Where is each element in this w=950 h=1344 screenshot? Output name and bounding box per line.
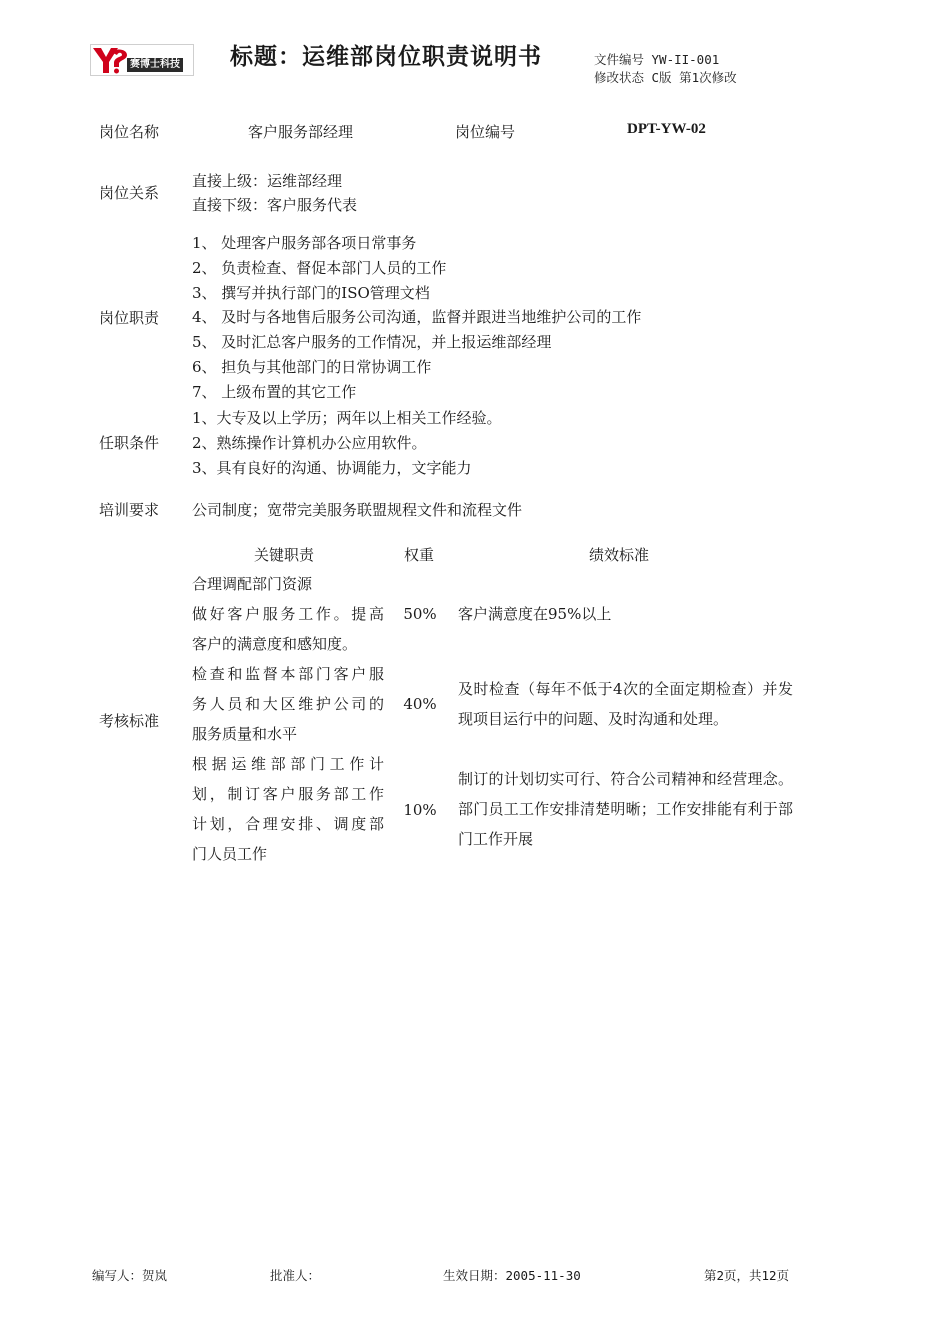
assessment-row-standard: 客户满意度在95%以上 xyxy=(458,605,612,623)
assessment-header-weight: 权重 xyxy=(404,546,435,564)
qualification-item: 3、具有良好的沟通、协调能力，文字能力 xyxy=(192,459,472,477)
relations-label: 岗位关系 xyxy=(99,184,160,202)
duty-line: 计划，合理安排、调度部 xyxy=(192,815,384,833)
logo-mark-icon xyxy=(91,45,131,75)
assessment-label: 考核标准 xyxy=(99,712,160,730)
duty-item: 7、 上级布置的其它工作 xyxy=(192,383,357,401)
duty-line: 检查和监督本部门客户服 xyxy=(192,665,384,683)
assessment-row-weight: 50% xyxy=(403,605,437,623)
duty-line: 门人员工作 xyxy=(192,845,268,863)
duty-line: 划，制订客户服务部工作 xyxy=(192,785,384,803)
assessment-row-standard: 制订的计划切实可行、符合公司精神和经营理念。部门员工工作安排清楚明晰；工作安排能有利于部门工作开展 xyxy=(458,770,793,848)
duty-line: 合理调配部门资源 xyxy=(192,575,313,593)
assessment-row-weight: 10% xyxy=(403,801,437,819)
position-code-label: 岗位编号 xyxy=(455,123,516,141)
duty-item: 6、 担负与其他部门的日常协调工作 xyxy=(192,358,432,376)
duty-line: 服务质量和水平 xyxy=(192,725,298,743)
duty-item: 3、 撰写并执行部门的ISO管理文档 xyxy=(192,284,430,302)
document-title: 标题：运维部岗位职责说明书 xyxy=(230,43,542,70)
relations-superior: 直接上级：运维部经理 xyxy=(192,172,343,190)
position-name-value: 客户服务部经理 xyxy=(248,123,354,141)
assessment-row-duty xyxy=(192,569,384,659)
logo-text: 赛博士科技 xyxy=(127,58,183,72)
duty-line: 做好客户服务工作。提高 xyxy=(192,605,384,623)
qualification-item: 1、大专及以上学历；两年以上相关工作经验。 xyxy=(192,409,502,427)
position-code-value: DPT-YW-02 xyxy=(627,121,706,137)
training-value: 公司制度；宽带完美服务联盟规程文件和流程文件 xyxy=(192,501,523,519)
duty-item: 1、 处理客户服务部各项日常事务 xyxy=(192,234,417,252)
training-label: 培训要求 xyxy=(99,501,160,519)
qualifications-label: 任职条件 xyxy=(99,434,160,452)
relations-subordinate: 直接下级：客户服务代表 xyxy=(192,196,358,214)
duty-item: 5、 及时汇总客户服务的工作情况，并上报运维部经理 xyxy=(192,333,552,351)
duty-item: 2、 负责检查、督促本部门人员的工作 xyxy=(192,259,447,277)
duties-label: 岗位职责 xyxy=(99,309,160,327)
qualification-item: 2、熟练操作计算机办公应用软件。 xyxy=(192,434,427,452)
assessment-row-standard: 及时检查（每年不低于4次的全面定期检查）并发现项目运行中的问题、及时沟通和处理。 xyxy=(458,680,793,728)
assessment-header-standard: 绩效标准 xyxy=(589,546,650,564)
duty-line: 务人员和大区维护公司的 xyxy=(192,695,384,713)
duty-item: 4、 及时与各地售后服务公司沟通，监督并跟进当地维护公司的工作 xyxy=(192,308,642,326)
assessment-row-duty xyxy=(192,749,384,869)
duty-line: 根据运维部部门工作计 xyxy=(192,755,384,773)
footer-effective-date: 生效日期：2005-11-30 xyxy=(443,1268,581,1283)
document-number: 文件编号 YW-II-001 xyxy=(594,52,720,67)
footer-page-number: 第2页，共12页 xyxy=(704,1268,790,1283)
assessment-row-weight: 40% xyxy=(403,695,437,713)
company-logo xyxy=(90,44,194,76)
footer-author: 编写人：贺岚 xyxy=(92,1268,168,1283)
position-name-label: 岗位名称 xyxy=(99,123,160,141)
duty-line: 客户的满意度和感知度。 xyxy=(192,635,358,653)
assessment-row-duty xyxy=(192,659,384,749)
footer-approver: 批准人： xyxy=(270,1268,321,1283)
assessment-header-duty: 关键职责 xyxy=(254,546,315,564)
revision-status: 修改状态 C版 第1次修改 xyxy=(594,70,737,85)
